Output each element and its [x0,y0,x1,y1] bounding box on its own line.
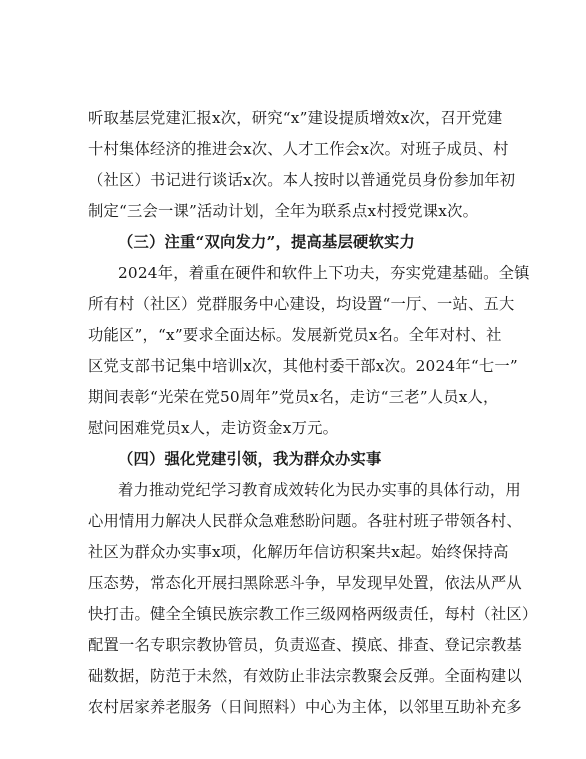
section-heading: （三）注重“双向发力”，提高基层硬软实力 [118,233,415,251]
text-line: 制定“三会一课”活动计划，全年为联系点x村授党课x次。 [88,202,479,220]
text-line: 压态势，常态化开展扫黑除恶斗争，早发现早处置，依法从严从 [88,574,522,592]
text-line: 着力推动党纪学习教育成效转化为民办实事的具体行动，用 [118,481,521,499]
text-line: 十村集体经济的推进会x次、人才工作会x次。对班子成员、村 [88,140,509,158]
text-line: 2024年，着重在硬件和软件上下功夫，夯实党建基础。全镇 [118,264,530,282]
text-line: 配置一名专职宗教协管员，负责巡查、摸底、排查、登记宗教基 [88,636,522,654]
text-line: 区党支部书记集中培训x次，其他村委干部x次。2024年“七一” [88,357,518,375]
text-line: 慰问困难党员x人，走访资金x万元。 [88,419,339,437]
text-line: 农村居家养老服务（日间照料）中心为主体，以邻里互助补充多 [88,698,522,716]
text-line: 础数据，防范于未然，有效防止非法宗教聚会反弹。全面构建以 [88,667,522,685]
text-line: 社区为群众办实事x项，化解历年信访积案共x起。始终保持高 [88,543,509,561]
text-line: 功能区”，“x”要求全面达标。发展新党员x名。全年对村、社 [88,326,502,344]
text-line: 心用情用力解决人民群众急难愁盼问题。各驻村班子带领各村、 [88,512,522,530]
text-line: 所有村（社区）党群服务中心建设，均设置“一厅、一站、五大 [88,295,515,313]
text-line: 期间表彰“光荣在党50周年”党员x名，走访“三老”人员x人， [88,388,499,406]
text-line: 听取基层党建汇报x次，研究“x”建设提质增效x次，召开党建 [88,109,503,127]
document-body [88,103,538,723]
text-line: 快打击。健全全镇民族宗教工作三级网格两级责任，每村（社区） [88,605,538,623]
text-line: （社区）书记进行谈话x次。本人按时以普通党员身份参加年初 [88,171,516,189]
section-heading: （四）强化党建引领，我为群众办实事 [118,450,382,468]
